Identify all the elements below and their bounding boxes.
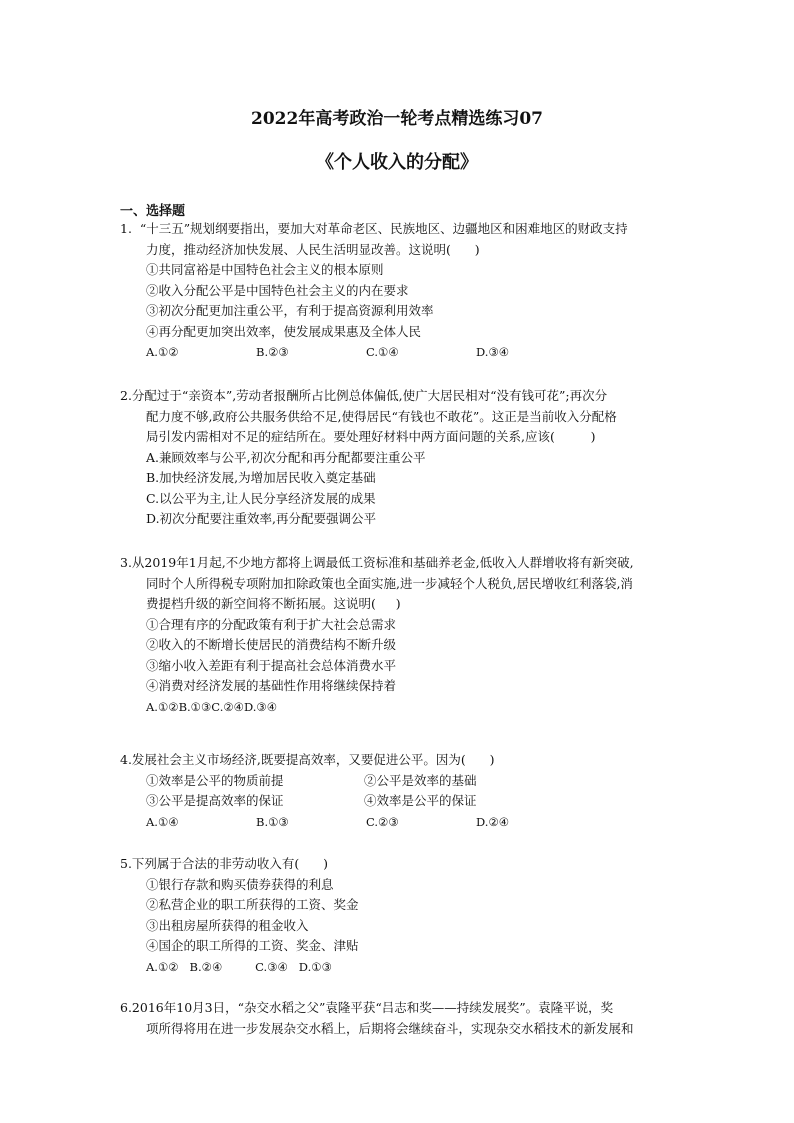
- section-heading: 一、选择题: [120, 204, 186, 219]
- document-title: 2022年高考政治一轮考点精选练习07: [251, 109, 543, 129]
- question-2-choice-d: D.初次分配要注重效率,再分配要强调公平: [146, 511, 377, 526]
- question-4: [120, 750, 700, 832]
- question-1-choice-b: B.②③: [256, 345, 289, 359]
- question-1-stem-line-2: 力度，推动经济加快发展、人民生活明显改善。这说明( ): [146, 241, 480, 257]
- question-2-stem-line-1: 2.分配过于“亲资本”,劳动者报酬所占比例总体偏低,使广大居民相对“没有钱可花”;再次分: [120, 388, 608, 403]
- question-2-choice-a: A.兼顾效率与公平,初次分配和再分配都要注重公平: [146, 449, 426, 465]
- question-1-statement-2: ②收入分配公平是中国特色社会主义的内在要求: [146, 282, 409, 298]
- question-2-stem-line-2: 配力度不够,政府公共服务供给不足,使得居民“有钱也不敢花”。这正是当前收入分配格: [146, 408, 617, 424]
- question-5-choices: [120, 957, 700, 978]
- question-3: [120, 553, 700, 717]
- question-4-choice-c: C.②③: [366, 814, 399, 829]
- question-3-statement-1: ①合理有序的分配政策有利于扩大社会总需求: [146, 616, 397, 632]
- question-3-statement-3: ③缩小收入差距有利于提高社会总体消费水平: [146, 657, 397, 673]
- question-1-statement-1: ①共同富裕是中国特色社会主义的根本原则: [146, 262, 384, 277]
- question-2-stem-line-3: 局引发内需相对不足的症结所在。要处理好材料中两方面问题的关系,应该( ): [146, 429, 596, 444]
- question-6-stem-line-2: 项所得将用在进一步发展杂交水稻上，后期将会继续奋斗，实现杂交水稻技术的新发展和: [146, 1020, 634, 1036]
- question-5: [120, 854, 700, 977]
- question-4-choice-d: D.②④: [476, 814, 510, 829]
- question-4-statement-2: ②公平是效率的基础: [364, 772, 477, 788]
- question-6: [120, 998, 700, 1039]
- question-3-stem-line-3: 费提档升级的新空间将不断拓展。这说明( ): [146, 596, 401, 611]
- question-1-choice-a: A.①②: [146, 345, 179, 359]
- question-2-choice-c: C.以公平为主,让人民分享经济发展的成果: [146, 490, 376, 506]
- question-5-choices-text: A.①② B.②④ C.③④ D.①③: [146, 959, 332, 974]
- question-4-choice-a: A.①④: [146, 814, 179, 829]
- document-subtitle: 《个人收入的分配》: [316, 152, 478, 173]
- question-5-statement-1: ①银行存款和购买债券获得的利息: [146, 876, 334, 892]
- question-3-stem-line-2: 同时个人所得税专项附加扣除政策也全面实施,进一步减轻个人税负,居民增收红利落袋,消: [146, 575, 633, 591]
- question-1-statement-4: ④再分配更加突出效率，使发展成果惠及全体人民: [146, 323, 422, 339]
- question-5-statement-4: ④国企的职工所得的工资、奖金、津贴: [146, 938, 359, 953]
- question-4-statement-4: ④效率是公平的保证: [364, 793, 477, 808]
- question-6-stem-line-1: 6.2016年10月3日，“杂交水稻之父”袁隆平获“吕志和奖——持续发展奖”。袁隆平说，奖: [120, 1000, 614, 1015]
- question-2-choice-b: B.加快经济发展,为增加居民收入奠定基础: [146, 470, 376, 485]
- question-4-statements-row-1: [120, 771, 700, 792]
- question-5-statement-2: ②私营企业的职工所获得的工资、奖金: [146, 897, 359, 912]
- question-1-choices: [120, 342, 700, 363]
- question-1-statement-3: ③初次分配更加注重公平，有利于提高资源利用效率: [146, 303, 434, 318]
- question-3-stem-line-1: 3.从2019年1月起,不少地方都将上调最低工资标准和基础养老金,低收入人群增收将有新突破,: [120, 555, 634, 570]
- question-3-statement-4: ④消费对经济发展的基础性作用将继续保持着: [146, 678, 397, 693]
- question-5-stem: 5.下列属于合法的非劳动收入有( ): [120, 856, 329, 871]
- question-3-choices: [120, 697, 700, 718]
- question-1-stem-line-1: 1. “十三五”规划纲要指出，要加大对革命老区、民族地区、边疆地区和困难地区的财政支持: [120, 221, 628, 236]
- question-3-choices-text: A.①②B.①③C.②④D.③④: [146, 699, 278, 714]
- question-1-choice-c: C.①④: [366, 345, 399, 359]
- question-4-choice-b: B.①③: [256, 814, 289, 829]
- question-4-statement-3: ③公平是提高效率的保证: [146, 793, 284, 808]
- question-1: [120, 219, 700, 363]
- question-4-statements-row-2: [120, 791, 700, 812]
- question-4-choices: [120, 812, 700, 833]
- question-2: [120, 386, 700, 530]
- question-3-statement-2: ②收入的不断增长使居民的消费结构不断升级: [146, 637, 397, 652]
- question-1-choice-d: D.③④: [476, 345, 510, 359]
- question-5-statement-3: ③出租房屋所获得的租金收入: [146, 917, 309, 933]
- question-4-stem: 4.发展社会主义市场经济,既要提高效率，又要促进公平。因为( ): [120, 752, 495, 767]
- question-4-statement-1: ①效率是公平的物质前提: [146, 772, 284, 788]
